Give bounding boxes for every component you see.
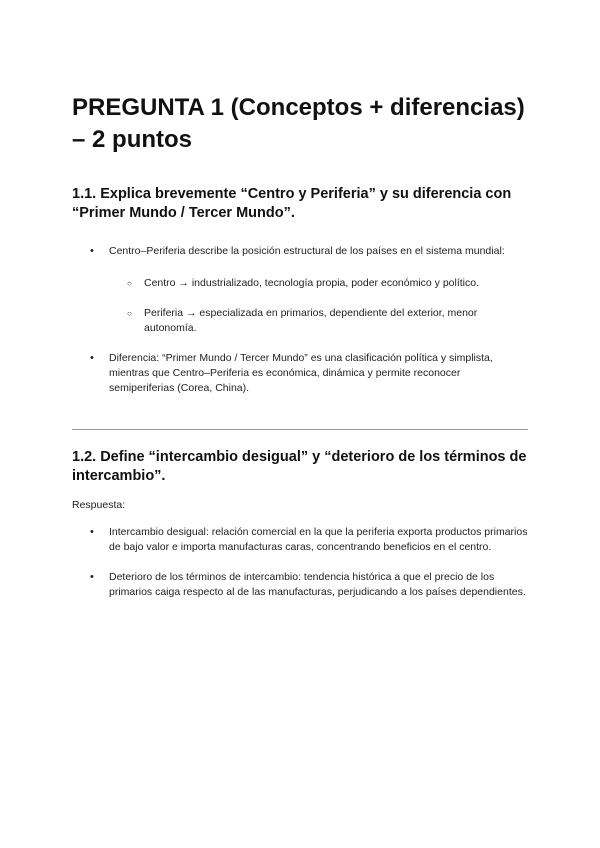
answer-label: Respuesta: (72, 499, 126, 511)
horizontal-divider (72, 429, 528, 430)
question-1-2-title: 1.2. Define “intercambio desigual” y “deterioro de los términos de intercambio”. (72, 449, 527, 484)
sub-list (72, 276, 528, 336)
periferia-text: Periferia → especializada en primarios, dependiente del exterior, menor autonomía. (144, 307, 478, 334)
list-item (72, 570, 528, 600)
centro-text: Centro → industrializado, tecnología propia, poder económico y político. (144, 277, 480, 289)
question-1-1-list (72, 244, 528, 396)
list-item (72, 276, 528, 291)
list-item (72, 306, 528, 336)
diferencia-text: Diferencia: “Primer Mundo / Tercer Mundo” es una clasificación política y simplista, mientras que Centro–Periferia es económica, dinámica y permite reconocer semiperiferias (Corea, China). (109, 352, 493, 394)
page-title: PREGUNTA 1 (Conceptos + diferencias) – 2 puntos (72, 94, 525, 153)
deterioro-text: Deterioro de los términos de intercambio: tendencia histórica a que el precio de los primarios caiga respecto al de las manufacturas, perjudicando a los países dependientes. (109, 571, 526, 598)
list-item (72, 351, 528, 396)
list-item (72, 244, 528, 336)
list-item (72, 525, 528, 555)
centro-periferia-text: Centro–Periferia describe la posición estructural de los países en el sistema mundial: (109, 245, 505, 257)
question-1-2-list (72, 525, 528, 600)
question-1-1-title: 1.1. Explica brevemente “Centro y Periferia” y su diferencia con “Primer Mundo / Tercer Mundo”. (72, 186, 512, 221)
intercambio-desigual-text: Intercambio desigual: relación comercial en la que la periferia exporta productos primarios de bajo valor e importa manufacturas caras, concentrando beneficios en el centro. (109, 526, 528, 553)
